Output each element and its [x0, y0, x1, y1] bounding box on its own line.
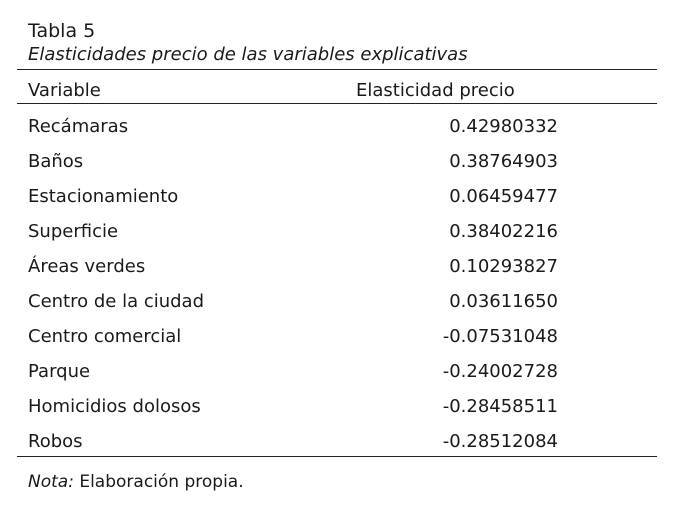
elasticity-cell: 0.38764903: [449, 151, 558, 172]
variable-cell: Parque: [28, 361, 91, 382]
table-row: [28, 396, 628, 431]
top-rule: [17, 69, 657, 70]
table-row: [28, 116, 628, 151]
table-row: [28, 326, 628, 361]
header-variable: Variable: [28, 80, 101, 101]
table-note: [28, 471, 244, 493]
elasticity-cell: 0.10293827: [449, 256, 558, 277]
variable-cell: Áreas verdes: [28, 256, 146, 277]
elasticity-cell: 0.03611650: [449, 291, 558, 312]
table-row: [28, 186, 628, 221]
variable-cell: Estacionamiento: [28, 186, 179, 207]
variable-cell: Homicidios dolosos: [28, 396, 201, 417]
table-row: [28, 291, 628, 326]
table-row: [28, 431, 628, 466]
elasticity-cell: -0.07531048: [442, 326, 558, 347]
variable-cell: Baños: [28, 151, 84, 172]
table-subtitle: Elasticidades precio de las variables explicativas: [28, 44, 468, 65]
table-row: [28, 361, 628, 396]
variable-cell: Centro de la ciudad: [28, 291, 205, 312]
table-row: [28, 256, 628, 291]
elasticity-cell: 0.06459477: [449, 186, 558, 207]
elasticity-cell: -0.28458511: [442, 396, 558, 417]
elasticity-cell: -0.24002728: [442, 361, 558, 382]
elasticity-cell: -0.28512084: [442, 431, 558, 452]
table-title: Tabla 5: [28, 20, 96, 42]
note-text: Elaboración propia.: [73, 472, 244, 492]
table-body: [28, 116, 628, 466]
elasticity-cell: 0.38402216: [449, 221, 558, 242]
elasticity-cell: 0.42980332: [449, 116, 558, 137]
variable-cell: Superficie: [28, 221, 119, 242]
bottom-rule: [17, 456, 657, 457]
table-row: [28, 151, 628, 186]
header-elasticity: Elasticidad precio: [356, 80, 515, 101]
variable-cell: Recámaras: [28, 116, 129, 137]
header-rule: [17, 103, 657, 104]
note-label: Nota:: [28, 472, 74, 492]
variable-cell: Centro comercial: [28, 326, 182, 347]
table-row: [28, 221, 628, 256]
variable-cell: Robos: [28, 431, 83, 452]
